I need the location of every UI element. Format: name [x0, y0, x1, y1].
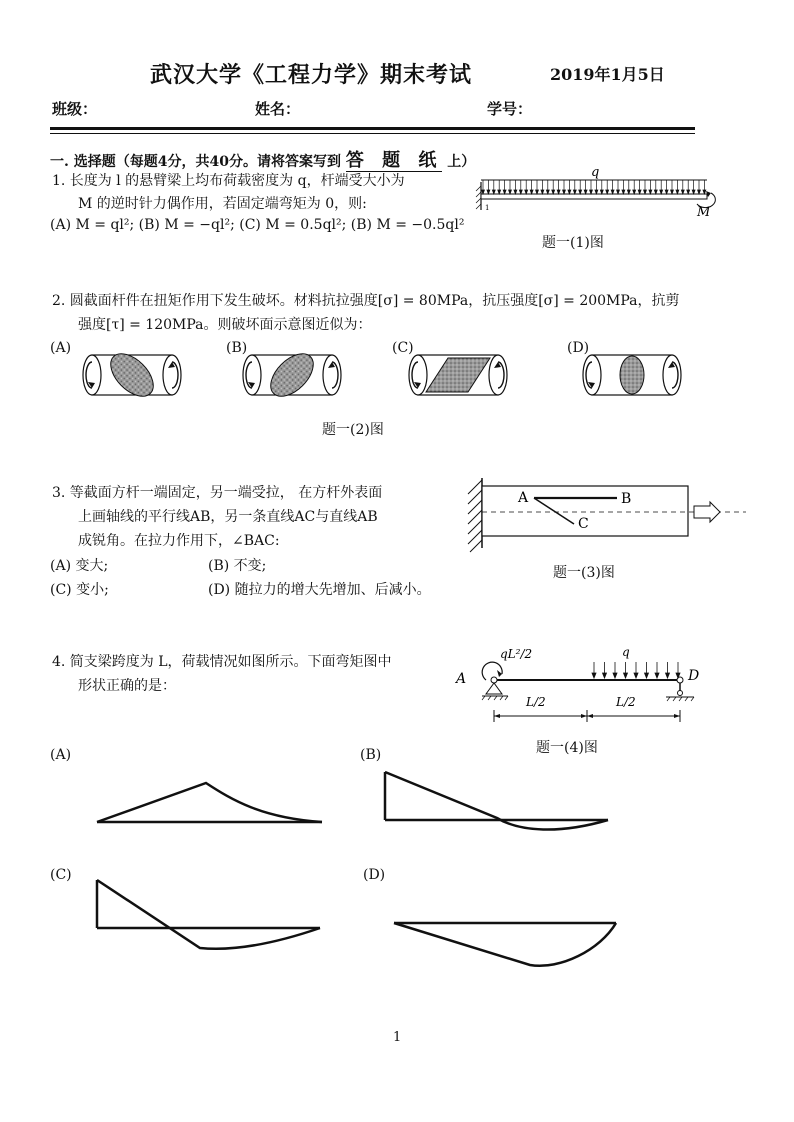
q1-load-arrowhead — [622, 190, 625, 194]
q1-load-arrowhead — [698, 190, 701, 194]
q1-load-arrowhead — [573, 190, 576, 194]
q2-cylinder-b — [243, 346, 341, 404]
q1-load-arrowhead — [633, 190, 636, 194]
q1-load-arrowhead — [487, 190, 490, 194]
q1-load-arrowhead — [665, 190, 668, 194]
q1-line1: 1. 长度为 l 的悬臂梁上均布荷载密度为 q，杆端受大小为 — [52, 173, 405, 189]
q3-fig-a-label: A — [518, 490, 529, 506]
q2-cylinder-a — [83, 346, 181, 404]
q4-option-a-label: (A) — [50, 747, 72, 763]
q1-load-arrowhead — [546, 190, 549, 194]
q1-load-arrowhead — [525, 190, 528, 194]
q3-option-d: (D) 随拉力的增大先增加、后减小。 — [208, 582, 431, 598]
q4-load-arrowhead — [613, 673, 617, 678]
q1-load-arrowhead — [687, 190, 690, 194]
section-heading-emph: 答 题 纸 — [345, 150, 443, 171]
q1-load-arrowhead — [681, 190, 684, 194]
exam-title: 武汉大学《工程力学》期末考试 — [150, 62, 473, 88]
q3-option-b: (B) 不变; — [208, 558, 267, 574]
q2-caption: 题一(2)图 — [322, 422, 384, 438]
q1-load-arrowhead — [671, 190, 674, 194]
q4-fig-a-label: A — [456, 671, 467, 687]
q1-caption: 题一(1)图 — [542, 235, 604, 251]
q4-load-arrowhead — [603, 673, 607, 678]
name-label: 姓名： — [255, 100, 301, 118]
q4-moment-diagrams — [0, 760, 794, 1020]
q2-option-c-label: (C) — [392, 340, 414, 356]
q4-option-c-label: (C) — [50, 867, 72, 883]
moment-diagram-b — [385, 772, 608, 830]
q1-load-arrowhead — [492, 190, 495, 194]
section-heading — [50, 146, 475, 172]
q3-option-a: (A) 变大; — [50, 558, 109, 574]
q4-caption: 题一(4)图 — [536, 740, 598, 756]
q3-line3: 成锐角。在拉力作用下，∠BAC: — [78, 533, 280, 549]
q3-option-c: (C) 变小; — [50, 582, 109, 598]
q2-cylinder-c — [409, 355, 507, 395]
q1-load-arrowhead — [536, 190, 539, 194]
q2-option-a-label: (A) — [50, 340, 72, 356]
q3-fig-b-label: B — [621, 491, 632, 507]
q1-load-arrowhead — [606, 190, 609, 194]
q4-option-d-label: (D) — [363, 867, 386, 883]
page-number: 1 — [393, 1030, 402, 1045]
q1-load-arrowhead — [627, 190, 630, 194]
q2-option-d-label: (D) — [567, 340, 590, 356]
q1-fig-m-label: M — [697, 205, 711, 220]
q4-load-arrowhead — [655, 673, 659, 678]
section-heading-prefix: 一. 选择题（每题4分，共40分。请将答案写到 — [50, 154, 341, 170]
q1-fig-1-label: 1 — [485, 204, 490, 212]
q2-line2: 强度[τ] = 120MPa。则破坏面示意图近似为： — [78, 317, 372, 333]
q1-load-arrowhead — [557, 190, 560, 194]
section-heading-suffix: 上） — [447, 154, 476, 170]
q1-load-arrowhead — [530, 190, 533, 194]
q1-load-arrowhead — [509, 190, 512, 194]
q1-load-arrowhead — [541, 190, 544, 194]
q1-load-arrowhead — [692, 190, 695, 194]
q1-load-arrowhead — [676, 190, 679, 194]
q1-line2: M 的逆时针力偶作用，若固定端弯矩为 0，则: — [78, 196, 367, 212]
q1-load-arrowhead — [660, 190, 663, 194]
q4-fig-moment-label: qL²/2 — [500, 647, 533, 661]
q1-load-arrowhead — [503, 190, 506, 194]
q1-load-arrowhead — [514, 190, 517, 194]
moment-diagram-a — [97, 783, 322, 822]
q1-load-arrowhead — [595, 190, 598, 194]
q4-fig-half2-label: L/2 — [616, 695, 636, 709]
q1-load-arrowhead — [654, 190, 657, 194]
q3-fig-c-label: C — [578, 516, 589, 532]
q1-load-arrowhead — [611, 190, 614, 194]
q1-load-arrowhead — [617, 190, 620, 194]
q4-option-b-label: (B) — [360, 747, 382, 763]
q4-load-arrowhead — [645, 673, 649, 678]
q1-load-arrowhead — [644, 190, 647, 194]
q2-cylinder-d — [583, 355, 681, 395]
q4-fig-d-label: D — [688, 668, 700, 684]
q1-load-arrowhead — [519, 190, 522, 194]
q4-line2: 形状正确的是： — [78, 678, 176, 694]
q1-figure — [475, 160, 715, 220]
header-rule-thick — [50, 127, 695, 130]
q3-caption: 题一(3)图 — [553, 565, 615, 581]
q2-line1: 2. 圆截面杆件在扭矩作用下发生破坏。材料抗拉强度[σ] = 80MPa，抗压强度[σ] = 200MPa，抗剪 — [52, 293, 680, 309]
q4-fig-q-label: q — [622, 645, 630, 659]
exam-date: 2019年1月5日 — [550, 65, 665, 84]
q4-load-arrowhead — [624, 673, 628, 678]
q2-figures — [0, 350, 794, 410]
q1-fig-q-label: q — [591, 165, 600, 180]
q4-load-arrowhead — [592, 673, 596, 678]
q1-load-arrowhead — [590, 190, 593, 194]
q1-load-arrowhead — [579, 190, 582, 194]
q4-line1: 4. 简支梁跨度为 L，荷载情况如图所示。下面弯矩图中 — [52, 654, 392, 670]
q3-line1: 3. 等截面方杆一端固定，另一端受拉， 在方杆外表面 — [52, 485, 383, 501]
q1-load-arrowhead — [563, 190, 566, 194]
q1-load-arrowhead — [482, 190, 485, 194]
q1-load-arrowhead — [600, 190, 603, 194]
q4-fig-half1-label: L/2 — [526, 695, 546, 709]
q1-load-arrowhead — [552, 190, 555, 194]
class-label: 班级： — [52, 100, 98, 118]
q4-load-arrowhead — [634, 673, 638, 678]
header-rule-thin — [50, 133, 695, 134]
q2-option-b-label: (B) — [226, 340, 248, 356]
q1-load-arrowhead — [568, 190, 571, 194]
q3-figure — [462, 474, 752, 554]
q1-load-arrowhead — [498, 190, 501, 194]
q1-load-arrowhead — [584, 190, 587, 194]
q3-line2: 上画轴线的平行线AB，另一条直线AC与直线AB — [78, 509, 378, 525]
q1-options: (A) M = ql²; (B) M = −ql²; (C) M = 0.5ql²; (B) M = −0.5ql² — [50, 217, 465, 233]
q4-figure — [452, 640, 712, 730]
student-id-label: 学号： — [487, 100, 533, 118]
moment-diagram-d — [394, 923, 616, 966]
q1-load-arrowhead — [649, 190, 652, 194]
q1-load-arrowhead — [703, 190, 706, 194]
q1-load-arrowhead — [638, 190, 641, 194]
q4-load-arrowhead — [666, 673, 670, 678]
moment-diagram-c — [97, 880, 320, 949]
